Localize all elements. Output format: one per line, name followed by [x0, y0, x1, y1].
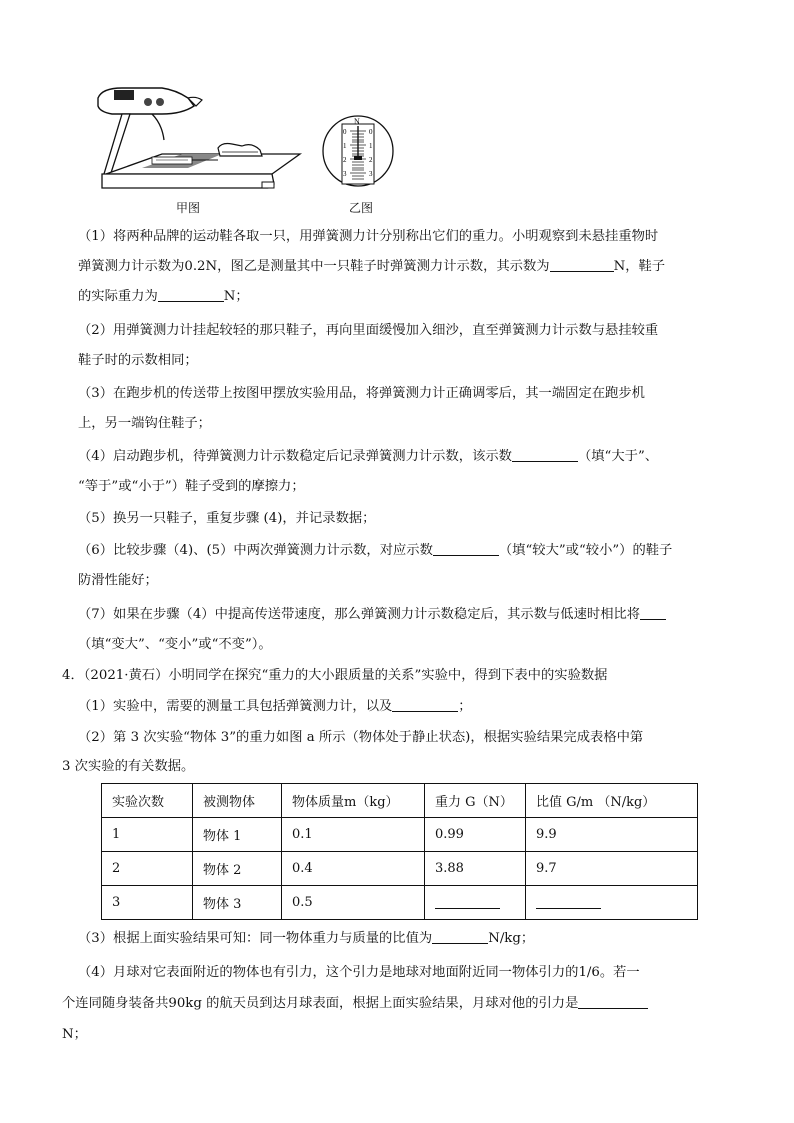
answer-blank-weight-3[interactable] [435, 894, 500, 909]
table-cell: 0.5 [282, 886, 425, 920]
q4-sub-4b: 个连同随身装备共90kg 的航天员到达月球表面，根据上面实验结果，月球对他的引力是 [62, 989, 722, 1019]
table-cell: 物体 2 [193, 852, 282, 886]
answer-blank-reading[interactable] [550, 257, 614, 272]
spring-scale-figure [321, 112, 395, 190]
table-row [102, 886, 698, 920]
table-cell: 3.88 [425, 852, 526, 886]
table-row [102, 818, 698, 852]
gauge-tick-2: 2 [343, 156, 347, 164]
gauge-pointer [354, 156, 362, 160]
figure-caption-left: 甲图 [176, 201, 201, 215]
text-line-3a: （3）在跑步机的传送带上按图甲摆放实验用品，将弹簧测力计正确调零后，其一端固定在跑步机 [78, 386, 645, 401]
table-row [102, 852, 698, 886]
answer-blank-moon-force[interactable] [578, 994, 648, 1009]
text-line-1b: 弹簧测力计示数为0.2N，图乙是测量其中一只鞋子时弹簧测力计示数，其示数为 N，鞋子 [78, 259, 666, 274]
q4-sub-4c: N； [62, 1027, 87, 1042]
table-cell: 0.99 [425, 818, 526, 852]
table-header-cell: 比值 G/m （N/kg） [526, 784, 698, 818]
treadmill-figure [92, 84, 307, 194]
table-cell: 3 [102, 886, 193, 920]
answer-blank-speed-change[interactable] [640, 605, 666, 620]
table-header-cell: 被测物体 [193, 784, 282, 818]
text-line-7a: （7）如果在步骤（4）中提高传送带速度，那么弹簧测力计示数稳定后，其示数与低速时相比将 [78, 600, 718, 630]
answer-blank-tool[interactable] [392, 697, 458, 712]
table-cell: 9.7 [526, 852, 698, 886]
table-cell: 物体 1 [193, 818, 282, 852]
q4-sub-1: （1）实验中，需要的测量工具包括弹簧测力计，以及 ； [78, 699, 472, 714]
gauge-tick-3: 3 [343, 170, 347, 178]
answer-blank-compare[interactable] [512, 447, 578, 462]
table-cell-ratio-blank[interactable] [526, 886, 698, 920]
q4-sub-2a: （2）第 3 次实验“物体 3”的重力如图 a 所示（物体处于静止状态)，根据实验结果完成表格中第 [78, 730, 644, 745]
gauge-tick-0-right: 0 [369, 128, 373, 136]
table-header-cell: 重力 G（N） [425, 784, 526, 818]
answer-blank-ratio[interactable] [432, 929, 488, 944]
text-line-5: （5）换另一只鞋子，重复步骤 (4)，并记录数据； [78, 511, 376, 526]
answer-blank-reading-size[interactable] [433, 541, 499, 556]
table-cell: 2 [102, 852, 193, 886]
q4-sub-3: （3）根据上面实验结果可知：同一物体重力与质量的比值为 N/kg； [78, 931, 535, 946]
text-line-3b: 上，另一端钩住鞋子； [78, 416, 211, 431]
table-cell: 物体 3 [193, 886, 282, 920]
text-line-4b: “等于”或“小于”）鞋子受到的摩擦力； [78, 479, 305, 494]
gauge-tick-0: 0 [343, 128, 347, 136]
text-line-2b: 鞋子时的示数相同； [78, 353, 198, 368]
table-header-cell: 物体质量m（kg） [282, 784, 425, 818]
gauge-tick-2-right: 2 [369, 156, 373, 164]
table-cell-weight-blank[interactable] [425, 886, 526, 920]
q4-sub-2b: 3 次实验的有关数据。 [62, 759, 195, 774]
question-4-title: 4．（2021·黄石）小明同学在探究“重力的大小跟质量的关系”实验中，得到下表中的实验数据 [62, 668, 608, 683]
answer-blank-actual-weight[interactable] [158, 287, 224, 302]
text-line-6a: （6）比较步骤（4)、(5）中两次弹簧测力计示数，对应示数 （填“较大”或“较小”）的鞋子 [78, 543, 673, 558]
figure-caption-right: 乙图 [349, 201, 374, 215]
data-table [101, 783, 698, 920]
gauge-unit-label: N [354, 117, 360, 126]
text-line-2a: （2）用弹簧测力计挂起较轻的那只鞋子，再向里面缓慢加入细沙，直至弹簧测力计示数与悬挂较重 [78, 323, 659, 338]
text-line-6b: 防滑性能好； [78, 573, 158, 588]
q4-sub-4a: （4）月球对它表面附近的物体也有引力，这个引力是地球对地面附近同一物体引力的1/6。若一 [78, 965, 640, 980]
table-cell: 0.1 [282, 818, 425, 852]
text-line-4a: （4）启动跑步机，待弹簧测力计示数稳定后记录弹簧测力计示数，该示数 （填“大于”、 [78, 449, 659, 464]
table-header-cell: 实验次数 [102, 784, 193, 818]
table-cell: 9.9 [526, 818, 698, 852]
table-header-row [102, 784, 698, 818]
answer-blank-ratio-3[interactable] [536, 894, 601, 909]
text-line-7b: （填“变大”、“变小”或“不变”）。 [78, 637, 272, 652]
gauge-tick-1: 1 [343, 142, 347, 150]
gauge-tick-3-right: 3 [369, 170, 373, 178]
table-cell: 0.4 [282, 852, 425, 886]
table-cell: 1 [102, 818, 193, 852]
text-line-1c: 的实际重力为 N； [78, 289, 249, 304]
gauge-tick-1-right: 1 [369, 142, 373, 150]
text-line-1a: （1）将两种品牌的运动鞋各取一只，用弹簧测力计分别称出它们的重力。小明观察到未悬挂重物时 [78, 229, 659, 244]
